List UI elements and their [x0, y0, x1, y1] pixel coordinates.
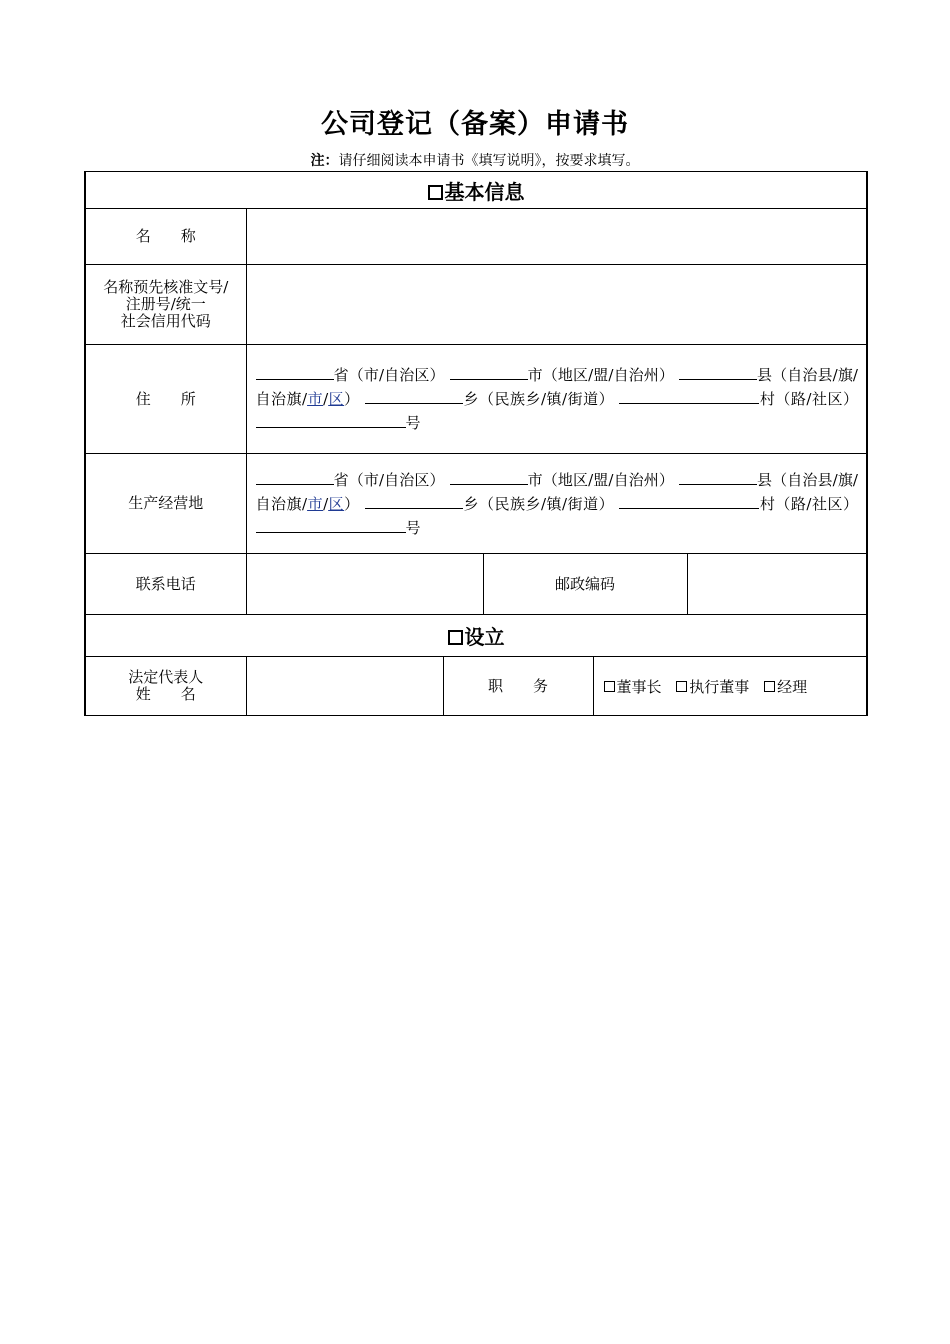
row-business-place — [85, 454, 867, 554]
residence-village-text: 村（路/社区） — [759, 390, 858, 408]
business-province-text: 省（市/自治区） — [333, 470, 445, 489]
residence-number-text: 号 — [405, 414, 421, 432]
section-setup-title: 设立 — [464, 625, 505, 649]
business-province-blank[interactable] — [256, 469, 334, 485]
residence-county-text: 县（自治县/旗/自治旗/ — [255, 366, 858, 408]
business-place-label: 生产经营地 — [85, 454, 246, 554]
name-field[interactable] — [246, 209, 867, 265]
residence-township-blank[interactable] — [365, 388, 463, 404]
residence-village-blank[interactable] — [619, 388, 759, 404]
residence-close: ） — [344, 390, 360, 408]
legal-rep-label-line1: 法定代表人 — [128, 668, 204, 686]
business-number-blank[interactable] — [256, 517, 406, 533]
business-county-text: 县（自治县/旗/自治旗/ — [255, 470, 858, 513]
section-basic-title: 基本信息 — [444, 179, 525, 204]
note-text: 请仔细阅读本申请书《填写说明》，按要求填写。 — [338, 153, 640, 169]
credit-code-label — [85, 265, 246, 345]
business-village-blank[interactable] — [619, 493, 759, 509]
option-chairman[interactable] — [604, 678, 662, 696]
credit-code-label-line3: 社会信用代码 — [120, 312, 211, 330]
row-contact — [85, 554, 867, 615]
row-credit-code — [85, 265, 867, 345]
postcode-label: 邮政编码 — [483, 554, 687, 615]
name-label: 名 称 — [85, 209, 246, 265]
executive-director-checkbox[interactable] — [676, 681, 687, 692]
chairman-checkbox[interactable] — [604, 681, 615, 692]
residence-city-text: 市（地区/盟/自治州） — [527, 366, 675, 384]
business-village-text: 村（路/社区） — [759, 494, 858, 513]
business-township-text: 乡（民族乡/镇/街道） — [462, 494, 615, 513]
section-basic-info — [85, 172, 867, 209]
business-close: ） — [344, 494, 360, 513]
residence-province-blank[interactable] — [256, 364, 334, 380]
option-executive-director[interactable] — [676, 678, 749, 696]
row-residence — [85, 345, 867, 454]
credit-code-field[interactable] — [246, 265, 867, 345]
business-place-address — [246, 454, 867, 554]
residence-city-link[interactable]: 市 — [307, 390, 324, 408]
credit-code-label-line2: 注册号/统一 — [125, 295, 206, 313]
residence-township-text: 乡（民族乡/镇/街道） — [462, 390, 615, 408]
row-legal-rep — [85, 657, 867, 716]
residence-province-text: 省（市/自治区） — [333, 366, 445, 384]
phone-field[interactable] — [246, 554, 483, 615]
residence-county-blank[interactable] — [679, 364, 757, 380]
section-basic-checkbox[interactable] — [428, 185, 443, 200]
phone-label: 联系电话 — [85, 554, 246, 615]
note-label: 注： — [310, 153, 339, 169]
option-executive-director-label: 执行董事 — [689, 677, 750, 696]
position-options — [593, 657, 867, 716]
residence-slash: / — [323, 390, 329, 408]
business-city-blank[interactable] — [450, 469, 528, 485]
position-label: 职 务 — [443, 657, 593, 716]
business-district-link[interactable]: 区 — [328, 494, 345, 513]
manager-checkbox[interactable] — [764, 681, 775, 692]
business-county-blank[interactable] — [679, 469, 757, 485]
page-title: 公司登记（备案）申请书 — [321, 109, 629, 140]
credit-code-label-line1: 名称预先核准文号/ — [103, 278, 229, 296]
option-chairman-label: 董事长 — [616, 677, 662, 696]
application-form — [84, 171, 868, 716]
row-name — [85, 209, 867, 265]
legal-rep-name-field[interactable] — [246, 657, 443, 716]
section-setup — [85, 615, 867, 657]
business-number-text: 号 — [405, 518, 421, 537]
postcode-field[interactable] — [687, 554, 867, 615]
residence-label: 住 所 — [85, 345, 246, 454]
business-city-text: 市（地区/盟/自治州） — [527, 470, 675, 489]
form-note — [0, 150, 950, 170]
option-manager[interactable] — [764, 678, 807, 696]
residence-address — [246, 345, 867, 454]
section-setup-checkbox[interactable] — [448, 630, 463, 645]
residence-district-link[interactable]: 区 — [328, 390, 345, 408]
legal-rep-label-line2: 姓 名 — [135, 685, 196, 703]
business-slash: / — [323, 494, 329, 513]
business-city-link[interactable]: 市 — [307, 494, 324, 513]
residence-number-blank[interactable] — [256, 412, 406, 428]
residence-city-blank[interactable] — [450, 364, 528, 380]
business-township-blank[interactable] — [365, 493, 463, 509]
legal-rep-label — [85, 657, 246, 716]
option-manager-label: 经理 — [777, 677, 808, 696]
